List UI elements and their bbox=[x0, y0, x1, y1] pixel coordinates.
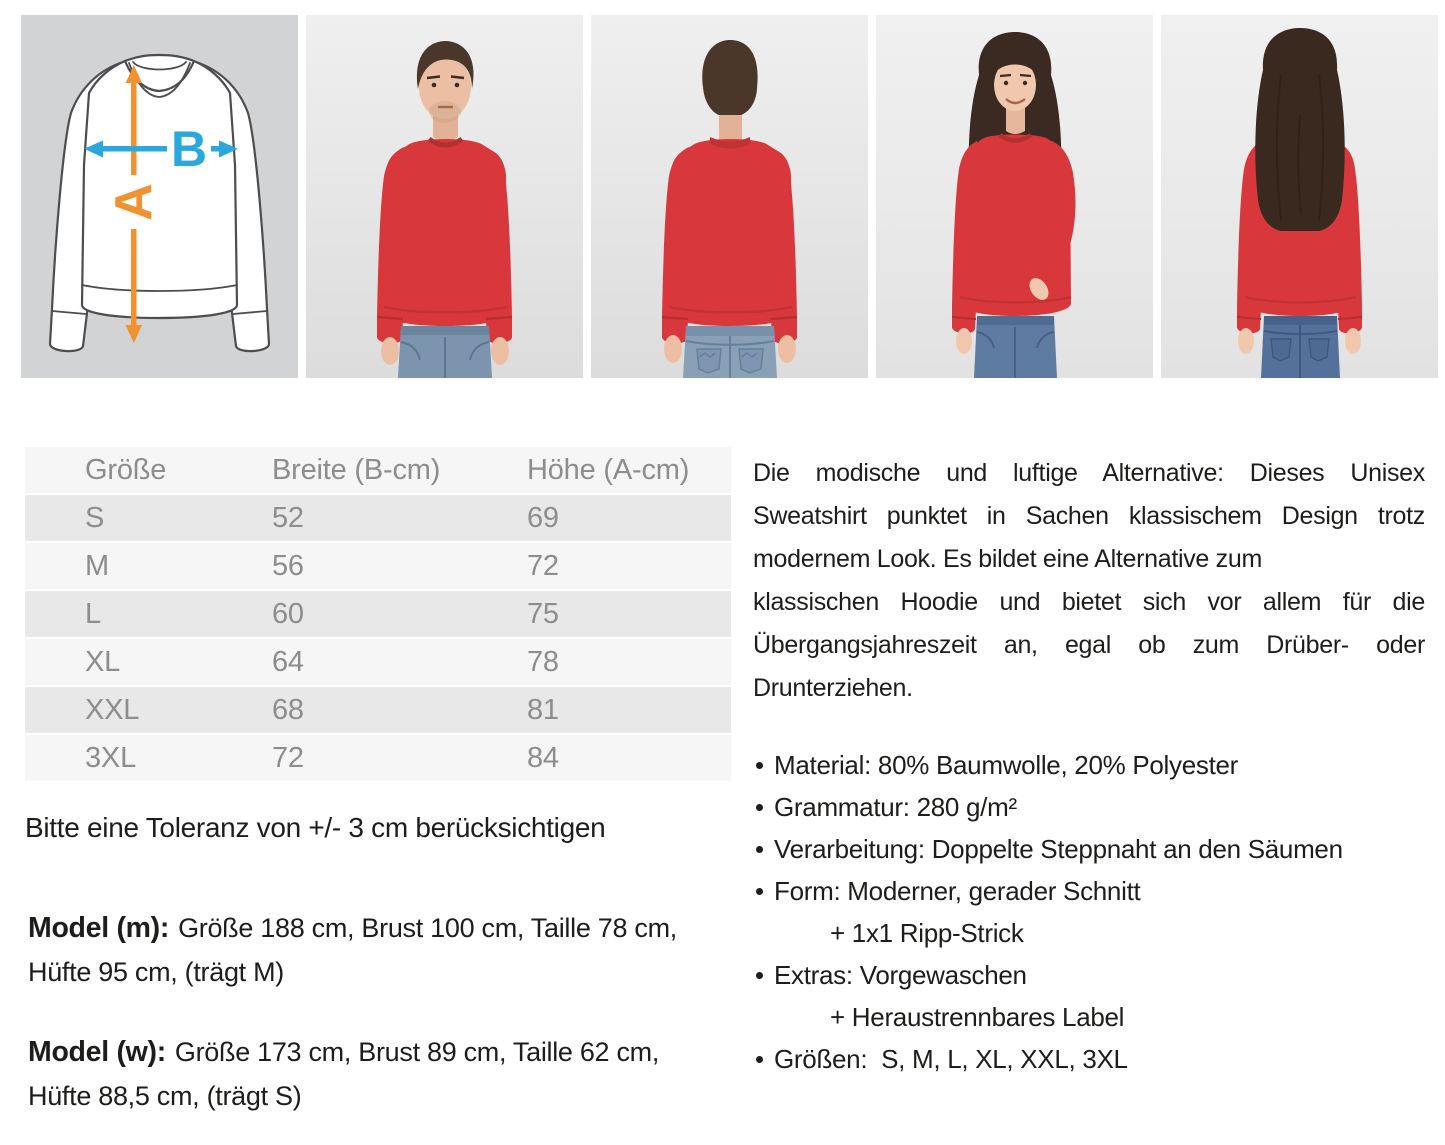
height-cell: 72 bbox=[527, 549, 559, 582]
feature-continuation: + Heraustrennbares Label bbox=[830, 1002, 1125, 1032]
feature-item bbox=[753, 828, 1443, 870]
bullet-icon bbox=[756, 888, 763, 895]
feature-text: Verarbeitung: Doppelte Steppnaht an den Säumen bbox=[774, 834, 1343, 864]
hair bbox=[702, 40, 757, 115]
table-row bbox=[25, 543, 731, 591]
jeans bbox=[1261, 316, 1340, 378]
man-front-figure bbox=[377, 41, 512, 378]
man-back-illustration bbox=[591, 15, 868, 378]
description-line: Übergangsjahreszeit an, egal ob zum Drüber- oder bbox=[753, 631, 1425, 659]
model-w-measurements-2: Hüfte 88,5 cm, (trägt S) bbox=[28, 1081, 302, 1111]
width-cell: 72 bbox=[272, 741, 304, 774]
model-m-info bbox=[28, 906, 738, 994]
woman-back-figure bbox=[1237, 28, 1362, 378]
width-cell: 60 bbox=[272, 597, 304, 630]
size-table-header bbox=[25, 447, 731, 495]
table-row bbox=[25, 639, 731, 687]
size-cell: 3XL bbox=[85, 741, 136, 774]
bullet-icon bbox=[756, 972, 763, 979]
woman-front-figure bbox=[952, 32, 1075, 378]
model-w-info bbox=[28, 1030, 738, 1118]
tolerance-note: Bitte eine Toleranz von +/- 3 cm berücksichtigen bbox=[25, 812, 606, 843]
photo-woman-front[interactable] bbox=[876, 15, 1153, 378]
size-cell: XXL bbox=[85, 693, 140, 726]
photo-woman-back[interactable] bbox=[1161, 15, 1438, 378]
bullet-icon bbox=[756, 846, 763, 853]
height-cell: 84 bbox=[527, 741, 559, 774]
product-description bbox=[753, 452, 1425, 710]
size-cell: XL bbox=[85, 645, 121, 678]
model-m-label: Model (m): bbox=[28, 912, 170, 944]
bullet-icon bbox=[756, 804, 763, 811]
woman-back-illustration bbox=[1161, 15, 1438, 378]
description-line: Sweatshirt punktet in Sachen klassischem Design trotz bbox=[753, 502, 1425, 530]
size-table bbox=[25, 447, 731, 783]
label-a: A bbox=[105, 183, 163, 221]
model-m-measurements-2: Hüfte 95 cm, (trägt M) bbox=[28, 957, 284, 987]
table-row bbox=[25, 495, 731, 543]
feature-text: Extras: Vorgewaschen bbox=[774, 960, 1027, 990]
table-row bbox=[25, 735, 731, 783]
photo-man-front[interactable] bbox=[306, 15, 583, 378]
height-cell: 81 bbox=[527, 693, 559, 726]
size-cell: S bbox=[85, 501, 105, 534]
feature-item bbox=[753, 1038, 1443, 1080]
jeans bbox=[974, 316, 1057, 378]
description-line: Die modische und luftige Alternative: Dieses Unisex bbox=[753, 459, 1425, 487]
bullet-icon bbox=[756, 1056, 763, 1063]
size-diagram-drawing bbox=[21, 15, 298, 378]
feature-text: Form: Moderner, gerader Schnitt bbox=[774, 876, 1141, 906]
feature-item bbox=[753, 744, 1443, 786]
height-cell: 75 bbox=[527, 597, 559, 630]
size-cell: L bbox=[85, 597, 101, 630]
woman-front-illustration bbox=[876, 15, 1153, 378]
description-line: Drunterziehen. bbox=[753, 674, 913, 702]
width-cell: 52 bbox=[272, 501, 304, 534]
width-cell: 64 bbox=[272, 645, 304, 678]
label-b: B bbox=[170, 121, 208, 177]
feature-text: Größen: S, M, L, XL, XXL, 3XL bbox=[774, 1044, 1128, 1074]
size-cell: M bbox=[85, 549, 109, 582]
height-cell: 78 bbox=[527, 645, 559, 678]
feature-text: Grammatur: 280 g/m² bbox=[774, 792, 1017, 822]
width-cell: 56 bbox=[272, 549, 304, 582]
jeans bbox=[398, 326, 492, 378]
description-line: modernem Look. Es bildet eine Alternative zum bbox=[753, 545, 1262, 573]
jeans bbox=[683, 326, 777, 378]
model-w-label: Model (w): bbox=[28, 1036, 166, 1068]
height-cell: 69 bbox=[527, 501, 559, 534]
model-w-measurements: Größe 173 cm, Brust 89 cm, Taille 62 cm, bbox=[174, 1037, 660, 1067]
feature-item bbox=[753, 954, 1443, 996]
man-front-illustration bbox=[306, 15, 583, 378]
man-back-figure bbox=[662, 40, 797, 378]
width-cell: 68 bbox=[272, 693, 304, 726]
feature-text: Material: 80% Baumwolle, 20% Polyester bbox=[774, 750, 1239, 780]
size-diagram[interactable] bbox=[21, 15, 298, 378]
model-m-measurements: Größe 188 cm, Brust 100 cm, Taille 78 cm, bbox=[178, 913, 677, 943]
sweatshirt bbox=[952, 135, 1075, 334]
table-row bbox=[25, 687, 731, 735]
col-header-height: Höhe (A-cm) bbox=[527, 453, 690, 486]
feature-continuation: + 1x1 Ripp-Strick bbox=[830, 918, 1024, 948]
bullet-icon bbox=[756, 762, 763, 769]
feature-list bbox=[753, 744, 1443, 1080]
col-header-size: Größe bbox=[85, 453, 167, 486]
feature-item bbox=[753, 786, 1443, 828]
feature-item bbox=[753, 870, 1443, 912]
photo-man-back[interactable] bbox=[591, 15, 868, 378]
col-header-width: Breite (B-cm) bbox=[272, 453, 441, 486]
table-row bbox=[25, 591, 731, 639]
description-line: klassischen Hoodie und bietet sich vor allem für die bbox=[753, 588, 1425, 616]
